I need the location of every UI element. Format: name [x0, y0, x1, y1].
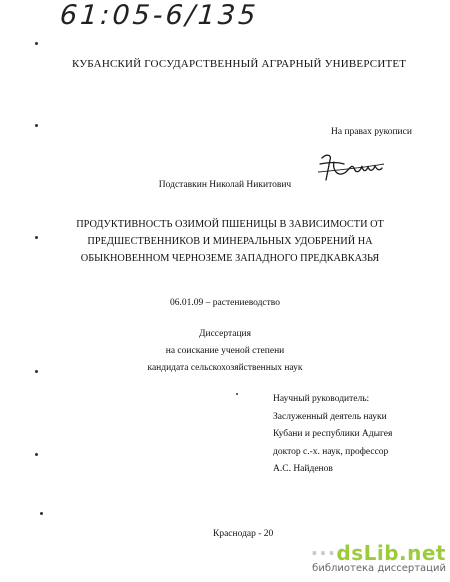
margin-dot	[40, 512, 43, 515]
supervisor-line: доктор с.-х. наук, профессор	[273, 446, 389, 457]
margin-dot	[35, 42, 38, 45]
watermark	[311, 541, 446, 574]
archive-code-handwritten: 61:05-6/135	[58, 0, 260, 31]
degree-line: кандидата сельскохозяйственных наук	[147, 363, 303, 373]
supervisor-line: Научный руководитель:	[273, 394, 370, 404]
dissertation-title	[70, 216, 390, 267]
title-line: ПРОДУКТИВНОСТЬ ОЗИМОЙ ПШЕНИЦЫ В ЗАВИСИМОСТИ ОТ	[76, 219, 384, 230]
handwritten-signature	[316, 150, 386, 184]
margin-dot	[35, 124, 38, 127]
margin-dot	[35, 236, 38, 239]
margin-dot	[35, 453, 38, 456]
degree-line: Диссертация	[199, 329, 251, 339]
watermark-logo: ···dsLib.net	[310, 541, 446, 565]
degree-block	[0, 326, 450, 377]
supervisor-line: Заслуженный деятель науки	[273, 411, 387, 422]
supervisor-line: Кубани и республики Адыгея	[273, 429, 393, 439]
watermark-tagline: библиотека диссертаций	[312, 563, 446, 574]
author-name: Подставкин Николай Никитович	[158, 180, 292, 190]
degree-line: на соискание ученой степени	[165, 346, 285, 356]
watermark-dots: ···	[310, 541, 337, 565]
margin-dot	[236, 393, 238, 395]
rights-notice: На правах рукописи	[331, 127, 412, 137]
title-line: ОБЫКНОВЕННОМ ЧЕРНОЗЕМЕ ЗАПАДНОГО ПРЕДКАВКАЗЬЯ	[80, 253, 380, 264]
city-year: Краснодар - 20	[213, 529, 274, 539]
title-line: ПРЕДШЕСТВЕННИКОВ И МИНЕРАЛЬНЫХ УДОБРЕНИЙ НА	[87, 236, 373, 247]
supervisor-block	[273, 391, 392, 479]
university-name: КУБАНСКИЙ ГОСУДАРСТВЕННЫЙ АГРАРНЫЙ УНИВЕРСИТЕТ	[72, 58, 407, 70]
supervisor-line: А.С. Найденов	[273, 464, 333, 474]
specialty-code: 06.01.09 – растениеводство	[170, 298, 280, 308]
